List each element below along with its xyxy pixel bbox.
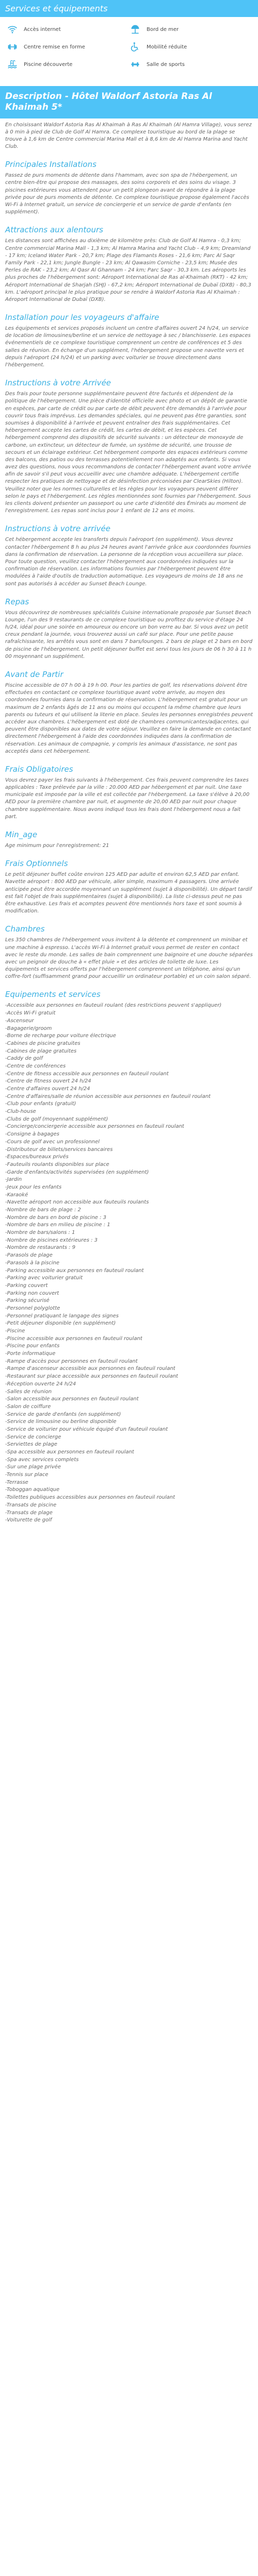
section-title: Chambres — [5, 924, 45, 934]
list-item: -Spa avec services complets — [5, 1456, 79, 1463]
list-item: -Piscine pour enfants — [5, 1343, 60, 1349]
list-item: -Cabines de plage gratuites — [5, 1048, 77, 1054]
section-title: Attractions aux alentours — [5, 225, 103, 235]
list-item: -Bagagerie/groom — [5, 1025, 52, 1031]
sections-container — [5, 160, 253, 980]
list-item: -Porte informatique — [5, 1351, 56, 1357]
section-paragraph: Les distances sont affichées au dixième de kilomètre près: Club de Golf Al Hamra - 0,3 km; Centre commercial Marina Mall - 1,3 km; Al Hamra Marina and Yacht Club - 4,9 km; Dreamland - 17 km; Iceland Water Park - 20,7 km; Plage des Flamants Roses - 21,6 km; Parc Al Saqr Family Park - 22,1 km; Jungle Bungle - 23 km; Al Qawasim Corniche - 23,5 km; Musée des Perles de RAK - 23,2 km; Al Qasr Al Ghannam - 24 km; Parc Saqr - 30,3 km. Les aéroports les plus proches de l'hébergement sont: Aéroport International de Ras al-Khaimah (RKT) - 42 km; Aéroport International de Sharjah (SHJ) - 67,2 km; Aéroport International de Dubaï (DXB) - 80,3 km. L'aéroport principal le plus pratique pour se rendre à Waldorf Astoria Ras Al Khaimah : Aéroport International de Dubaï (DXB). — [5, 238, 251, 302]
list-item: -Jardin — [5, 1177, 22, 1183]
list-item: -Accessible aux personnes en fauteuil roulant (des restrictions peuvent s'appliquer) — [5, 1003, 222, 1009]
list-item: -Parking sécurisé — [5, 1298, 50, 1304]
equipments-list — [5, 1002, 253, 1524]
services-grid — [0, 20, 258, 75]
wheelchair-icon — [129, 41, 141, 53]
section-paragraph: Cet hébergement accepte les transferts depuis l'aéroport (en supplément). Vous devrez contacter l'hébergement 8 h au plus 24 heures avant l'arrivée grâce aux coordonnées fournies dans la confirmation de réservation. La personne de la réception vous accueillera sur place. Pour toute question, veuillez contacter l'hébergement aux coordonnées indiquées sur la confirmation de réservation. Les informations fournies par l'hébergement peuvent être modulées à l'aide d'outils de traduction automatique. Les voyageurs de moins de 18 ans ne sont pas autorisés à accéder au Sunset Beach Lounge. — [5, 537, 251, 587]
section-title: Frais Optionnels — [5, 859, 68, 869]
service-internet — [6, 23, 129, 36]
wifi-icon — [6, 23, 19, 36]
list-item: -Restaurant sur place accessible aux personnes en fauteuil roulant — [5, 1374, 179, 1380]
list-item: -Nombre de bars/salons : 1 — [5, 1230, 75, 1236]
description-header: Description - Hôtel Waldorf Astoria Ras Al Khaimah 5* — [0, 86, 258, 118]
list-item: -Centre de fitness accessible aux personnes en fauteuil roulant — [5, 1071, 169, 1077]
service-seaside — [129, 23, 252, 36]
list-item: -Espaces/bureaux privés — [5, 1154, 69, 1160]
list-item: -Service de concierge — [5, 1434, 61, 1440]
list-item: -Accès Wi-Fi gratuit — [5, 1010, 56, 1016]
section-paragraph: Passez de purs moments de détente dans l'hammam, avec son spa de l'hébergement, un centre bien-être qui propose des massages, des soins corporels et des soins du visage. 3 piscines extérieures vous attendent pour un petit plongeon avant de répondre à la plage privée pour de purs moments de détente. Ce complexe touristique propose également l'accès Wi-Fi à Internet gratuit, un service de conciergerie et un service de garde d'enfants (en supplément). — [5, 173, 249, 215]
list-item: -Centre de conférences — [5, 1063, 66, 1069]
list-item: -Tennis sur place — [5, 1472, 49, 1478]
list-item: -Piscine — [5, 1328, 25, 1334]
list-item: -Parasols à la piscine — [5, 1260, 59, 1266]
list-item: -Parking couvert — [5, 1282, 48, 1289]
list-item: -Nombre de bars en milieu de piscine : 1 — [5, 1222, 110, 1228]
list-item: -Service de voiturier pour véhicule équipé d'un fauteuil roulant — [5, 1426, 168, 1432]
section-title: Installation pour les voyageurs d'affaire — [5, 313, 159, 323]
section-paragraph: Les 350 chambres de l'hébergement vous invitent à la détente et comprennent un minibar et une machine à espresso. L'accès Wi-Fi à Internet gratuit vous permet de rester en contact avec le reste du monde. Les salles de bain comprennent une baignoire et une douche séparées avec un peignoir de douche à « effet pluie » et des articles de toilette de luxe. Les équipements et services offerts par l'hébergement comprennent un téléphone, ainsi qu'un coffre-fort (suffisamment grand pour accueillir un ordinateur portable) et un coin salon séparé. — [5, 937, 253, 980]
list-item: -Clubs de golf (moyennant supplément) — [5, 1116, 108, 1122]
service-label: Accès internet — [24, 26, 61, 32]
list-item: -Garde d'enfants/activités supervisées (en supplément) — [5, 1169, 149, 1175]
list-item: -Cabines de piscine gratuites — [5, 1040, 80, 1046]
list-item: -Salon accessible aux personnes en fauteuil roulant — [5, 1396, 139, 1402]
list-item: -Nombre de restaurants : 9 — [5, 1245, 76, 1251]
list-item: -Toboggan aquatique — [5, 1487, 60, 1493]
list-item: -Nombre de piscines extérieures : 3 — [5, 1237, 98, 1243]
service-label: Mobilité réduite — [147, 44, 187, 50]
list-item: -Terrasse — [5, 1479, 28, 1485]
service-label: Centre remise en forme — [24, 44, 85, 50]
list-item: -Centre d'affaires ouvert 24 h/24 — [5, 1086, 90, 1092]
services-header: Services et équipements — [0, 0, 258, 17]
section-paragraph: Le petit déjeuner buffet coûte environ 125 AED par adulte et environ 62,5 AED par enfant. Navette aéroport : 800 AED par véhicule, aller simple, maximum 4 passagers. Une arrivée anticipée peut être accordée moyennant un supplément (sujet à disponibilité). Un départ tardif est fait l'objet de frais supplémentaires (sujet à disponibilité). La liste ci-dessus peut ne pas être exhaustive. Les frais et acomptes peuvent être mentionnés hors taxe et sont soumis à modification. — [5, 872, 252, 914]
list-item: -Réception ouverte 24 h/24 — [5, 1381, 76, 1387]
list-item: -Serviettes de plage — [5, 1442, 57, 1448]
service-label: Bord de mer — [147, 26, 179, 32]
list-item: -Nombre de bars en bord de piscine : 3 — [5, 1214, 107, 1221]
list-item: -Karaoké — [5, 1192, 28, 1198]
list-item: -Fauteuils roulants disponibles sur place — [5, 1161, 109, 1167]
list-item: -Toilettes publiques accessibles aux personnes en fauteuil roulant — [5, 1495, 175, 1501]
list-item: -Rampe d'ascenseur accessible aux personnes en fauteuil roulant — [5, 1366, 175, 1372]
service-reduced-mobility — [129, 41, 252, 53]
list-item: -Sur une plage privée — [5, 1464, 61, 1470]
list-item: -Transats de piscine — [5, 1502, 57, 1508]
list-item: -Transats de plage — [5, 1510, 53, 1516]
list-item: -Cours de golf avec un professionnel — [5, 1139, 100, 1145]
section-title: Repas — [5, 597, 29, 606]
description-intro: En choisissant Waldorf Astoria Ras Al Khaimah à Ras Al Khaimah (Al Hamra Village), vous serez à 0 min à pied de Club de Golf Al Hamra. Ce complexe touristique au bord de la plage se trouve à 1,6 km de Centre commercial Marina Mall et à 8,6 km de Al Hamra Marina and Yacht Club. — [5, 122, 252, 150]
list-item: -Concierge/conciergerie accessible aux personnes en fauteuil roulant — [5, 1124, 184, 1130]
section-title: Instructions à votre Arrivée — [5, 378, 111, 388]
list-item: -Piscine accessible aux personnes en fauteuil roulant — [5, 1335, 142, 1342]
section-title: Min_age — [5, 830, 38, 839]
list-item: -Centre de fitness ouvert 24 h/24 — [5, 1078, 91, 1084]
service-label: Piscine découverte — [24, 61, 73, 67]
list-item: -Navette aéroport non accessible aux fauteuils roulants — [5, 1199, 149, 1206]
service-fitness-center — [6, 41, 129, 53]
list-item: -Club pour enfants (gratuit) — [5, 1101, 76, 1107]
list-item: -Consigne à bagages — [5, 1131, 60, 1138]
section-paragraph: Vous découvrirez de nombreuses spécialités Cuisine internationale proposée par Sunset Beach Lounge, l'un des 9 restaurants de ce complexe touristique ou profitez du service d'étage 24 h/24, idéal pour une soirée en amoureux ou encore un bon verre au bar. Si vous avez un petit creux pendant la journée, vous trouverez aussi un café sur place. Pour une petite pause rafraîchissante, les arrêtés vous sont en dans 7 bars/lounges. 2 bars de plage et 2 bars en bord de piscine de l'hébergement. Un petit déjeuner buffet est servi tous les jours de 06 h 30 à 11 h 00 moyennant un supplément. — [5, 609, 253, 659]
list-item: -Voiturette de golf — [5, 1517, 52, 1523]
list-item: -Centre d'affaires/salle de réunion accessible aux personnes en fauteuil roulant — [5, 1093, 211, 1099]
list-item: -Salon de coiffure — [5, 1403, 51, 1410]
beach-umbrella-icon — [129, 23, 141, 36]
pool-icon — [6, 58, 19, 71]
list-item: -Jeux pour les enfants — [5, 1184, 62, 1190]
description-content — [0, 122, 258, 1524]
list-item: -Service de limousine ou berline disponible — [5, 1419, 117, 1425]
section-paragraph: Piscine accessible de 07 h 00 à 19 h 00. Pour les parties de golf, les réservations doivent être effectuées en contactant ce complexe touristique avant votre arrivée, au moyen des coordonnées fournies dans la confirmation de réservation. L'hébergement est gratuit pour un maximum de 2 enfants âgés de 11 ans ou moins qui occupent la même chambre que leurs parents ou tuteurs et qui utilisent la literie en place. Seules les personnes enregistrées peuvent accéder aux chambres. L'hébergement est doté de chambres communicantes/adjacentes, qui peuvent être disponibles aux dates de votre séjour. Veuillez en faire la demande en contactant directement l'hébergement à l'aide des coordonnées indiquées dans la confirmation de réservation. Les animaux de compagnie, y compris les animaux d'assistance, ne sont pas acceptés dans cet hébergement. — [5, 683, 253, 754]
list-item: -Distributeur de billets/services bancaires — [5, 1146, 113, 1153]
list-item: -Rampe d'accès pour personnes en fauteuil roulant — [5, 1358, 138, 1364]
list-item: -Spa accessible aux personnes en fauteuil roulant — [5, 1449, 134, 1455]
list-item: -Parking accessible aux personnes en fauteuil roulant — [5, 1267, 144, 1274]
section-title: Frais Obligatoires — [5, 764, 73, 774]
section-title: Principales Installations — [5, 160, 96, 170]
list-item: -Personnel polyglotte — [5, 1305, 60, 1311]
fitness-icon — [129, 58, 141, 71]
list-item: -Personnel pratiquant le langage des signes — [5, 1313, 119, 1319]
section-paragraph: Vous devrez payer les frais suivants à l'hébergement. Ces frais peuvent comprendre les taxes applicables : Taxe prélevée par la ville : 20.000 AED par hébergement et par nuit. Une taxe municipale est imposée par la ville et est collectée par l'hébergement. La taxe s'élève à 20,00 AED pour la première chambre par nuit, et augmente de 20,00 AED par nuit pour chaque chambre supplémentaire. Nous avons indiqué tous les frais dont l'hébergement nous a fait part. — [5, 777, 250, 820]
list-item: -Salles de réunion — [5, 1388, 52, 1395]
service-gym — [129, 58, 252, 71]
service-label: Salle de sports — [147, 61, 185, 67]
list-item: -Borne de recharge pour voiture électrique — [5, 1033, 116, 1039]
section-paragraph: Les équipements et services proposés incluent un centre d'affaires ouvert 24 h/24, un service de location de limousines/berline et un service de nettoyage à sec / blanchisserie. Les espaces événementiels de ce complexe touristique comprennent un centre de conférences et 5 des salles de réunion. En échange d'un supplément, l'hébergement propose une navette vers et depuis l'aéroport (24 h/24) et un parking avec voiturier se trouve directement dans l'hébergement. — [5, 326, 251, 368]
list-item: -Nombre de bars de plage : 2 — [5, 1207, 81, 1213]
section-paragraph: Age minimum pour l'enregistrement: 21 — [5, 843, 109, 849]
service-outdoor-pool — [6, 58, 129, 71]
list-item: -Parking avec voiturier gratuit — [5, 1275, 83, 1281]
section-paragraph: Des frais pour toute personne supplémentaire peuvent être facturés et dépendent de la politique de l'hébergement. Une pièce d'identité officielle avec photo et un dépôt de garantie en espèces, par carte de crédit ou par carte de débit peuvent être demandés à l'arrivée pour couvrir tous frais imprévus. Les demandes spéciales, qui ne peuvent pas être garanties, sont soumises à disponibilité à l'arrivée et peuvent entraîner des frais supplémentaires. Cet hébergement accepte les cartes de crédit, les cartes de débit, et les espèces. Cet hébergement comprend des dispositifs de sécurité suivants : un détecteur de monoxyde de carbone, un extincteur, un détecteur de fumée, un système de sécurité, une trousse de secours et un éclairage extérieur. Cet hébergement comporte des espaces extérieurs comme des balcons, des patios ou des terrasses potentiellement non adaptés aux enfants. Si vous avez des questions, nous vous recommandons de contacter l'hébergement avant votre arrivée afin de savoir s'il peut vous accueillir avec une chambre adéquate. L'hébergement certifie respecter les pratiques de nettoyage et de désinfection préconisées par ClearSkies (Hilton). Veuillez noter que les normes culturelles et les règles pour les voyageurs peuvent différer selon le pays et l'hébergement. Les règles mentionnées sont fournies par l'hébergement. Sous les clients doivent présenter un passeport ou une carte d'identité des Émirats au moment de l'enregistrement. Les repas sont inclus pour 1 enfant de 12 ans et moins. — [5, 391, 251, 514]
section-title: Instructions à votre arrivée — [5, 524, 110, 534]
list-item: -Club-house — [5, 1109, 36, 1115]
section-title: Avant de Partir — [5, 670, 63, 679]
dumbbell-icon — [6, 41, 19, 53]
equipments-title: Equipements et services — [5, 990, 101, 999]
list-item: -Parasols de plage — [5, 1252, 53, 1259]
list-item: -Ascenseur — [5, 1018, 34, 1024]
list-item: -Petit déjeuner disponible (en supplément) — [5, 1320, 116, 1327]
list-item: -Parking non couvert — [5, 1290, 59, 1296]
list-item: -Caddy de golf — [5, 1056, 43, 1062]
list-item: -Service de garde d'enfants (en supplément) — [5, 1411, 121, 1417]
